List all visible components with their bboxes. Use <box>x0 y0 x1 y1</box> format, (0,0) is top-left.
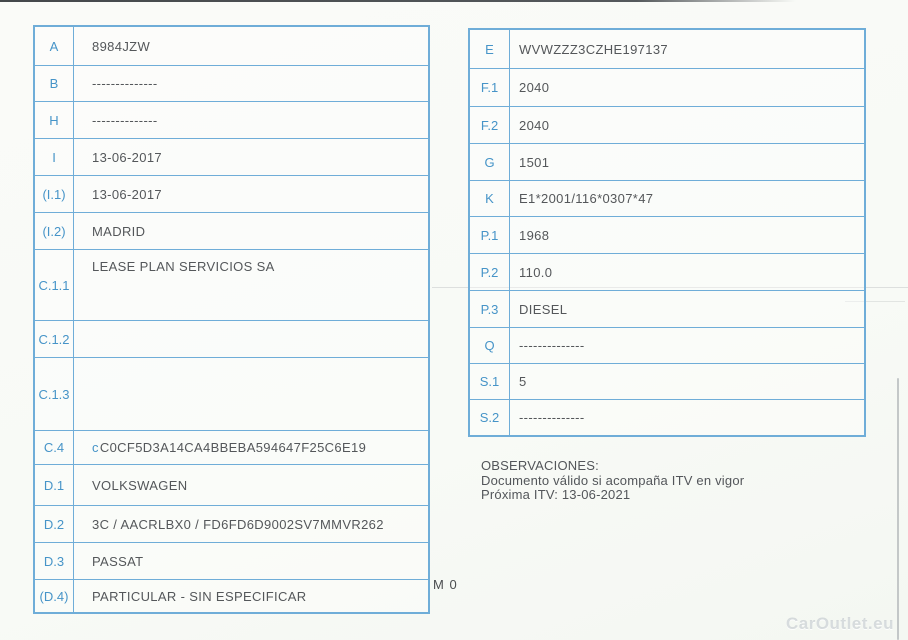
field-value: PASSAT <box>92 553 144 569</box>
field-value: -------------- <box>92 112 158 128</box>
field-code: P.2 <box>470 254 510 290</box>
table-row <box>470 180 864 216</box>
observations-line: Documento válido si acompaña ITV en vigor <box>481 472 745 488</box>
field-code: D.3 <box>35 543 74 579</box>
field-code: (I.2) <box>35 213 74 249</box>
field-code: C.4 <box>35 431 74 464</box>
field-value <box>74 358 428 430</box>
field-value: PARTICULAR - SIN ESPECIFICAR <box>92 588 307 604</box>
table-row <box>35 101 428 138</box>
field-value-text: C0CF5D3A14CA4BBEBA594647F25C6E19 <box>99 440 367 455</box>
field-value: 5 <box>519 374 527 389</box>
table-row <box>35 505 428 542</box>
field-value <box>74 321 428 357</box>
table-row <box>35 357 428 430</box>
field-code: (I.1) <box>35 176 74 212</box>
table-row <box>35 138 428 175</box>
field-code: E <box>470 30 510 68</box>
field-value: 8984JZW <box>92 38 151 54</box>
field-value: -------------- <box>519 410 585 425</box>
field-code: P.1 <box>470 217 510 253</box>
field-value: DIESEL <box>519 301 568 317</box>
field-code: Q <box>470 328 510 363</box>
field-code: K <box>470 181 510 216</box>
field-value: 1501 <box>519 154 550 170</box>
field-code: G <box>470 144 510 180</box>
field-code: I <box>35 139 74 175</box>
field-code: B <box>35 66 74 101</box>
field-value: E1*2001/116*0307*47 <box>519 191 654 206</box>
table-row <box>470 216 864 253</box>
table-row <box>35 65 428 101</box>
table-row <box>35 464 428 505</box>
field-value: 1968 <box>519 227 550 243</box>
field-value: 2040 <box>519 117 550 133</box>
field-code: F.1 <box>470 69 510 106</box>
table-row <box>35 430 428 464</box>
field-code: C.1.2 <box>35 321 74 357</box>
table-row <box>35 27 428 65</box>
field-code: H <box>35 102 74 138</box>
field-code: P.3 <box>470 291 510 327</box>
table-row <box>470 143 864 180</box>
field-value: -------------- <box>519 338 585 353</box>
table-row <box>470 253 864 290</box>
table-row <box>35 579 428 612</box>
table-row <box>470 363 864 399</box>
field-value: VOLKSWAGEN <box>92 477 188 493</box>
table-row <box>35 249 428 320</box>
observations-note <box>481 459 744 503</box>
table-row <box>35 542 428 579</box>
field-value-prefix: c <box>92 440 99 455</box>
field-code: D.2 <box>35 506 74 542</box>
table-row <box>470 327 864 363</box>
category-note: M 0 <box>433 577 458 592</box>
field-value: 13-06-2017 <box>92 186 162 202</box>
observations-line: Próxima ITV: 13-06-2021 <box>481 487 631 502</box>
field-code: C.1.3 <box>35 358 74 430</box>
field-value: 2040 <box>519 80 550 95</box>
field-value: LEASE PLAN SERVICIOS SA <box>92 259 275 274</box>
table-row <box>470 290 864 327</box>
field-value: -------------- <box>92 76 158 91</box>
field-value: 3C / AACRLBX0 / FD6FD6D9002SV7MMVR262 <box>92 516 384 532</box>
table-row <box>470 68 864 106</box>
field-code: S.1 <box>470 364 510 399</box>
registration-table-left <box>33 25 430 614</box>
table-row <box>470 399 864 435</box>
field-code: (D.4) <box>35 580 74 612</box>
field-value <box>74 431 428 464</box>
watermark: CarOutlet.eu <box>785 614 894 633</box>
scan-edge-line-right <box>897 378 899 640</box>
field-value: MADRID <box>92 223 146 239</box>
table-row <box>470 106 864 143</box>
table-row <box>35 212 428 249</box>
field-code: S.2 <box>470 400 510 435</box>
field-value: 13-06-2017 <box>92 149 162 165</box>
table-row <box>35 175 428 212</box>
registration-table-right <box>468 28 866 437</box>
field-value: 110.0 <box>519 264 553 280</box>
field-code: C.1.1 <box>35 250 74 320</box>
field-code: A <box>35 27 74 65</box>
field-code: F.2 <box>470 107 510 143</box>
observations-title: OBSERVACIONES: <box>481 458 599 473</box>
table-row <box>35 320 428 357</box>
field-code: D.1 <box>35 465 74 505</box>
field-value: WVWZZZ3CZHE197137 <box>519 41 668 57</box>
table-row <box>470 30 864 68</box>
scan-edge-line-top <box>0 0 796 2</box>
